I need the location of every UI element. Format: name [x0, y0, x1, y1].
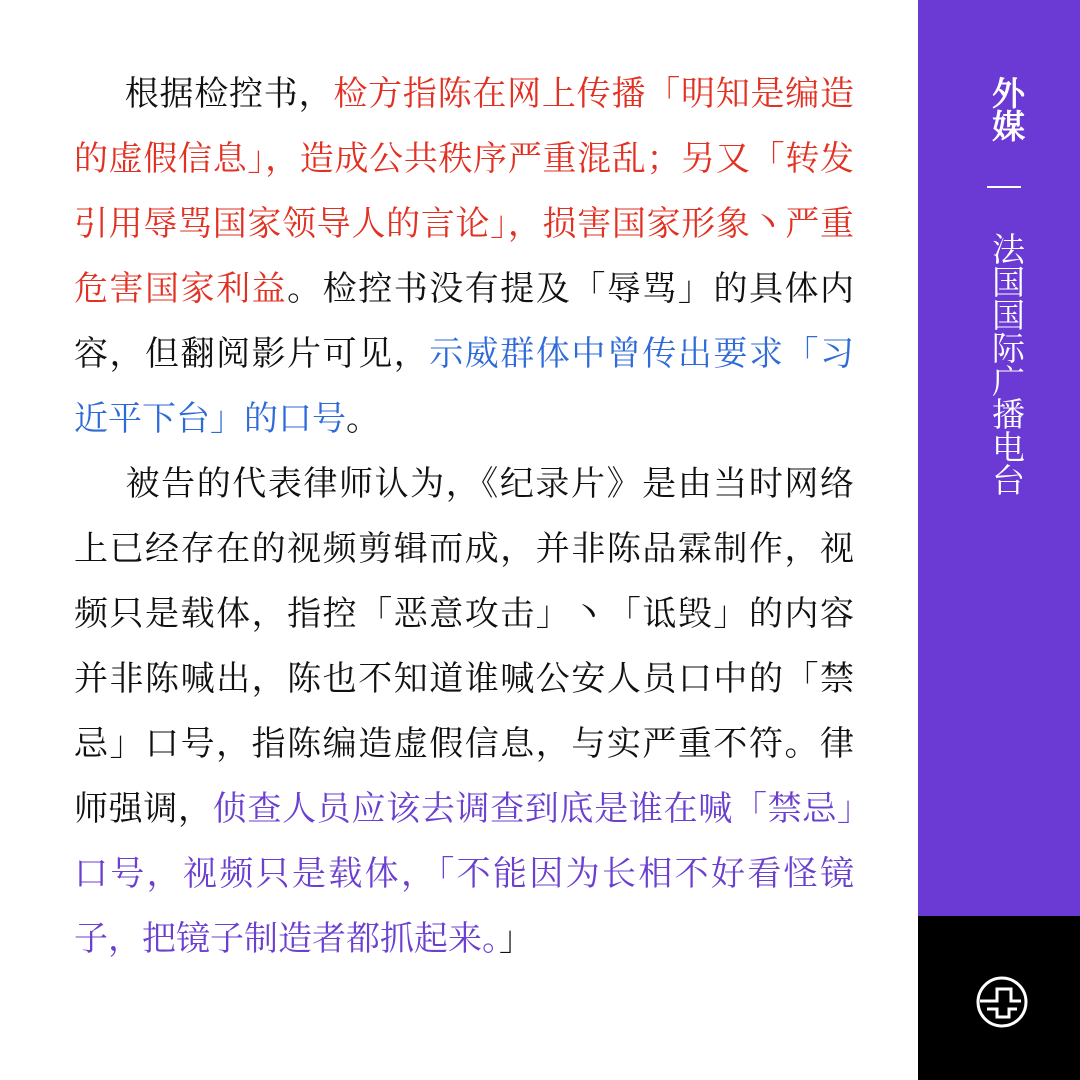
- source-category-label: 外媒: [987, 76, 1026, 142]
- paragraph-2-body: 被告的代表律师认为，《纪录片》是由当时网络上已经存在的视频剪辑而成，并非陈品霖制作，视频只是载体，指控「恶意攻击」丶「诋毁」的内容并非陈喊出，陈也不知道谁喊公安人员口中的「禁忌」口号，指陈编造虚假信息，与实严重不符。律师强调，: [74, 464, 854, 829]
- paragraph-1-end: 。: [346, 399, 380, 439]
- paragraph-1-slogan-highlight: 示威群体中曾传出要求「习近平下台」的口号: [74, 334, 855, 439]
- circle-swirl-logo-icon: [975, 975, 1029, 1029]
- separator-line: [987, 186, 1021, 188]
- paragraph-1-intro: 根据检控书，: [124, 74, 334, 114]
- paragraph-2-lawyer-quote-highlight: 侦查人员应该去调查到底是谁在喊「禁忌」口号，视频只是载体，「不能因为长相不好看怪镜子，把镜子制造者都抓起来。: [74, 789, 855, 959]
- source-name-label: 法国国际广播电台: [987, 232, 1026, 496]
- paragraph-2-end: 」: [499, 919, 533, 959]
- paragraph-1-middle: 。检控书没有提及「辱骂」的具体内容，但翻阅影片可见，: [74, 269, 855, 374]
- paragraph-1: [74, 62, 854, 452]
- paragraph-1-charges-highlight: 检方指陈在网上传播「明知是编造的虚假信息」，造成公共秩序严重混乱；另又「转发引用辱骂国家领导人的言论」，损害国家形象丶严重危害国家利益: [74, 74, 855, 309]
- paragraph-2: [74, 452, 854, 972]
- article-body: [74, 62, 854, 972]
